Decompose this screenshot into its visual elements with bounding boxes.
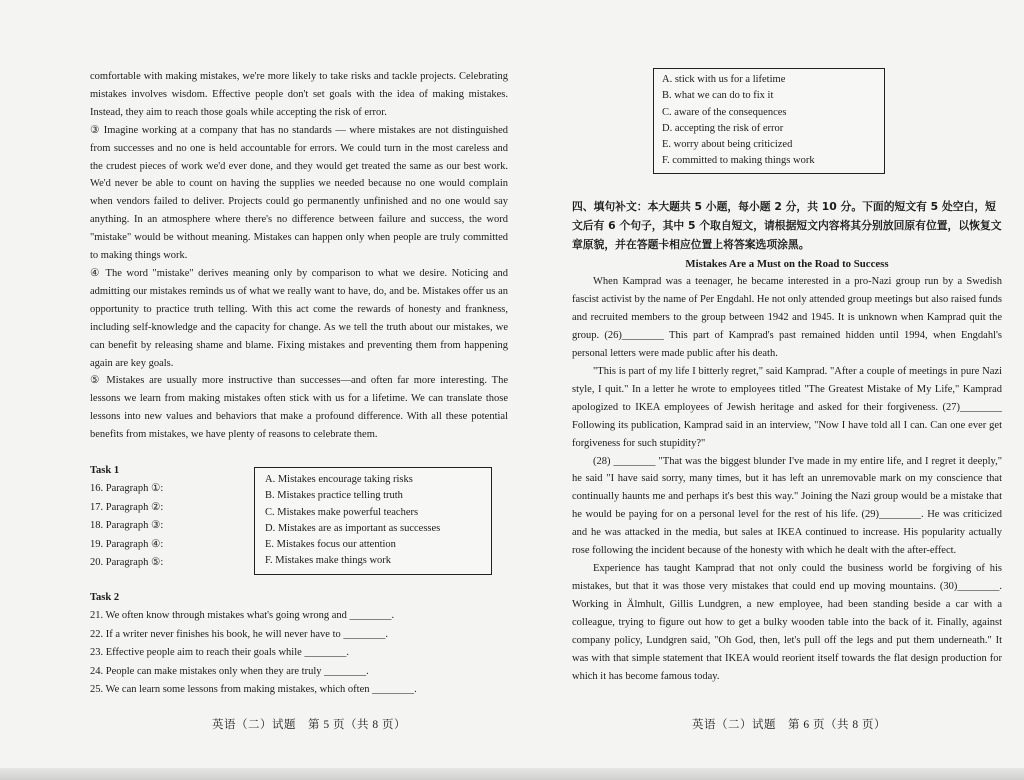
article-paragraph-3: (28) ________ "That was the biggest blunder I've made in my entire life, and I regret it deeply," he said "I have said sorry, many times, but it has left an unremovable mark on my conscience that continually haunts me and perhaps it's best this way." Joining the Nazi group would be a mistake that he would be paying for on a personal level for the rest of his life. (29)________. He was criticized and he was attacked in the media, but sales at IKEA continued to increase. His popularity actually rose following the incident because of the honesty with which he dealt with the after-effect. <box>572 455 1002 557</box>
passage-paragraph: comfortable with making mistakes, we're more likely to take risks and tackle projects. Celebrating mistakes involves wisdom. Effective people don't set goals with the idea of making mistakes. Instead, they aim to reach those goals while accepting the risk of error. <box>90 71 508 118</box>
task1-option-b: B. Mistakes practice telling truth <box>265 490 403 502</box>
task2-items <box>90 607 510 700</box>
scan-edge-shadow <box>0 768 1024 780</box>
section-options-box <box>653 68 885 174</box>
task1-item-20: 20. Paragraph ⑤: <box>90 557 164 568</box>
option-b: B. what we can do to fix it <box>662 90 774 102</box>
task1-option-e: E. Mistakes focus our attention <box>265 539 396 551</box>
passage-paragraph-4: ④ The word "mistake" derives meaning only by comparison to what we desire. Noticing and admitting our mistakes reminds us of what we really want to have, do, and be. Mistakes offer us an opportunity to practice truth telling. With this act come the rewards of honesty and frankness, including self-knowledge and the capacity for change. As we tell the truth about our mistakes, we can benefit by releasing shame and blame. Fixing mistakes and preventing them from happening again are key goals. <box>90 267 508 369</box>
option-f: F. committed to making things work <box>662 155 815 167</box>
task1-item-16: 16. Paragraph ①: <box>90 483 164 494</box>
task1-options-box <box>254 467 492 575</box>
article-paragraph-1: When Kamprad was a teenager, he became interested in a pro-Nazi group run by a Swedish fascist activist by the name of Per Engdahl. He not only attended group meetings but also raised funds and recruited members to the group between 1942 and 1945. It is unknown when Kamprad quit the group. (26)________ This part of Kamprad's past remained hidden until 1994, when Engdahl's personal letters were made public after his death. <box>572 276 1002 359</box>
passage-paragraph-3: ③ Imagine working at a company that has no standards — where mistakes are not distinguished from successes and no one is held accountable for errors. We could turn in the most careless and the crudest pieces of work we'd ever done, and they would get treated the same as our best work. We'd never be able to count on having the supplies we needed because no one would complain when vendors failed to deliver. Projects could go permanently unfinished and no one would say anything. In an atmosphere where there's no difference between failure and success, the word "mistake" would be without meaning. Mistakes can happen only when people are truly committed to making things work. <box>90 124 508 262</box>
task1-option-c: C. Mistakes make powerful teachers <box>265 506 419 518</box>
task1-item-18: 18. Paragraph ③: <box>90 520 164 531</box>
article-body <box>572 273 1002 686</box>
article-paragraph-2: "This is part of my life I bitterly regret," said Kamprad. "After a couple of meetings in pure Nazi style, I quit." In a letter he wrote to employees titled "The Greatest Mistake of My Life," Kamprad apologized to IKEA employees of Jewish heritage and asked for their forgiveness. (27)________ Following its publication, Kamprad said in an interview, "Now I have told all I can. Can one ever get forgiveness for such stupidity?" <box>572 365 1002 449</box>
option-e: E. worry about being criticized <box>662 139 793 151</box>
option-a: A. stick with us for a lifetime <box>662 74 786 85</box>
task1-option-a: A. Mistakes encourage taking risks <box>265 474 413 485</box>
page-footer-5: 英语（二）试题 第 5 页（共 8 页） <box>212 719 406 731</box>
task2-section <box>90 589 510 700</box>
task1-option-d: D. Mistakes are as important as successes <box>265 522 441 534</box>
page-footer-6: 英语（二）试题 第 6 页（共 8 页） <box>692 719 886 731</box>
task2-item-23: 23. Effective people aim to reach their goals while ________. <box>90 647 350 659</box>
task2-item-22: 22. If a writer never finishes his book, he will never have to ________. <box>90 628 389 640</box>
task2-item-24: 24. People can make mistakes only when they are truly ________. <box>90 665 369 677</box>
option-c: C. aware of the consequences <box>662 106 787 118</box>
article-title: Mistakes Are a Must on the Road to Success <box>685 258 889 270</box>
task1-item-17: 17. Paragraph ②: <box>90 501 164 513</box>
right-column <box>572 197 1002 686</box>
task2-item-25: 25. We can learn some lessons from making mistakes, which often ________. <box>90 684 417 696</box>
left-passage <box>90 68 508 444</box>
section-instruction: 四、填句补文：本大题共 5 小题，每小题 2 分，共 10 分。下面的短文有 5 处空白，短文后有 6 个句子，其中 5 个取自短文，请根据短文内容将其分别放回原有位置，以恢复文章原貌，并在答题卡相应位置上将答案选项涂黑。 <box>572 200 1002 251</box>
passage-paragraph-5: ⑤ Mistakes are usually more instructive than successes—and often far more interesting. The lessons we learn from making mistakes often stick with us for a lifetime. We can translate those lessons into new values and behaviors that make a profound difference. With all these potential benefits from mistakes, we have plenty of reasons to celebrate them. <box>90 375 508 441</box>
task2-item-21: 21. We often know through mistakes what's going wrong and ________. <box>90 610 395 621</box>
task2-title: Task 2 <box>90 592 120 603</box>
option-d: D. accepting the risk of error <box>662 122 784 134</box>
task1-title: Task 1 <box>90 465 120 476</box>
task1-item-19: 19. Paragraph ④: <box>90 538 164 550</box>
article-paragraph-4: Experience has taught Kamprad that not only could the business world be forgiving of his mistakes, but that it was those very mistakes that could end up moving mountains. (30)________. Working in Älmhult, Gillis Lundgren, a new employee, had been standing beside a car with a colleague, trying to figure out how to get a bulky wooden table into the back of it. Finally, against company policy, Lundgren said, "Oh God, then, let's pull off the legs and put them underneath." It was with that simple statement that IKEA would reorient itself towards the flat design production for which it has become famous today. <box>572 563 1002 682</box>
right-page <box>512 0 1024 780</box>
task1-option-f: F. Mistakes make things work <box>265 555 392 567</box>
